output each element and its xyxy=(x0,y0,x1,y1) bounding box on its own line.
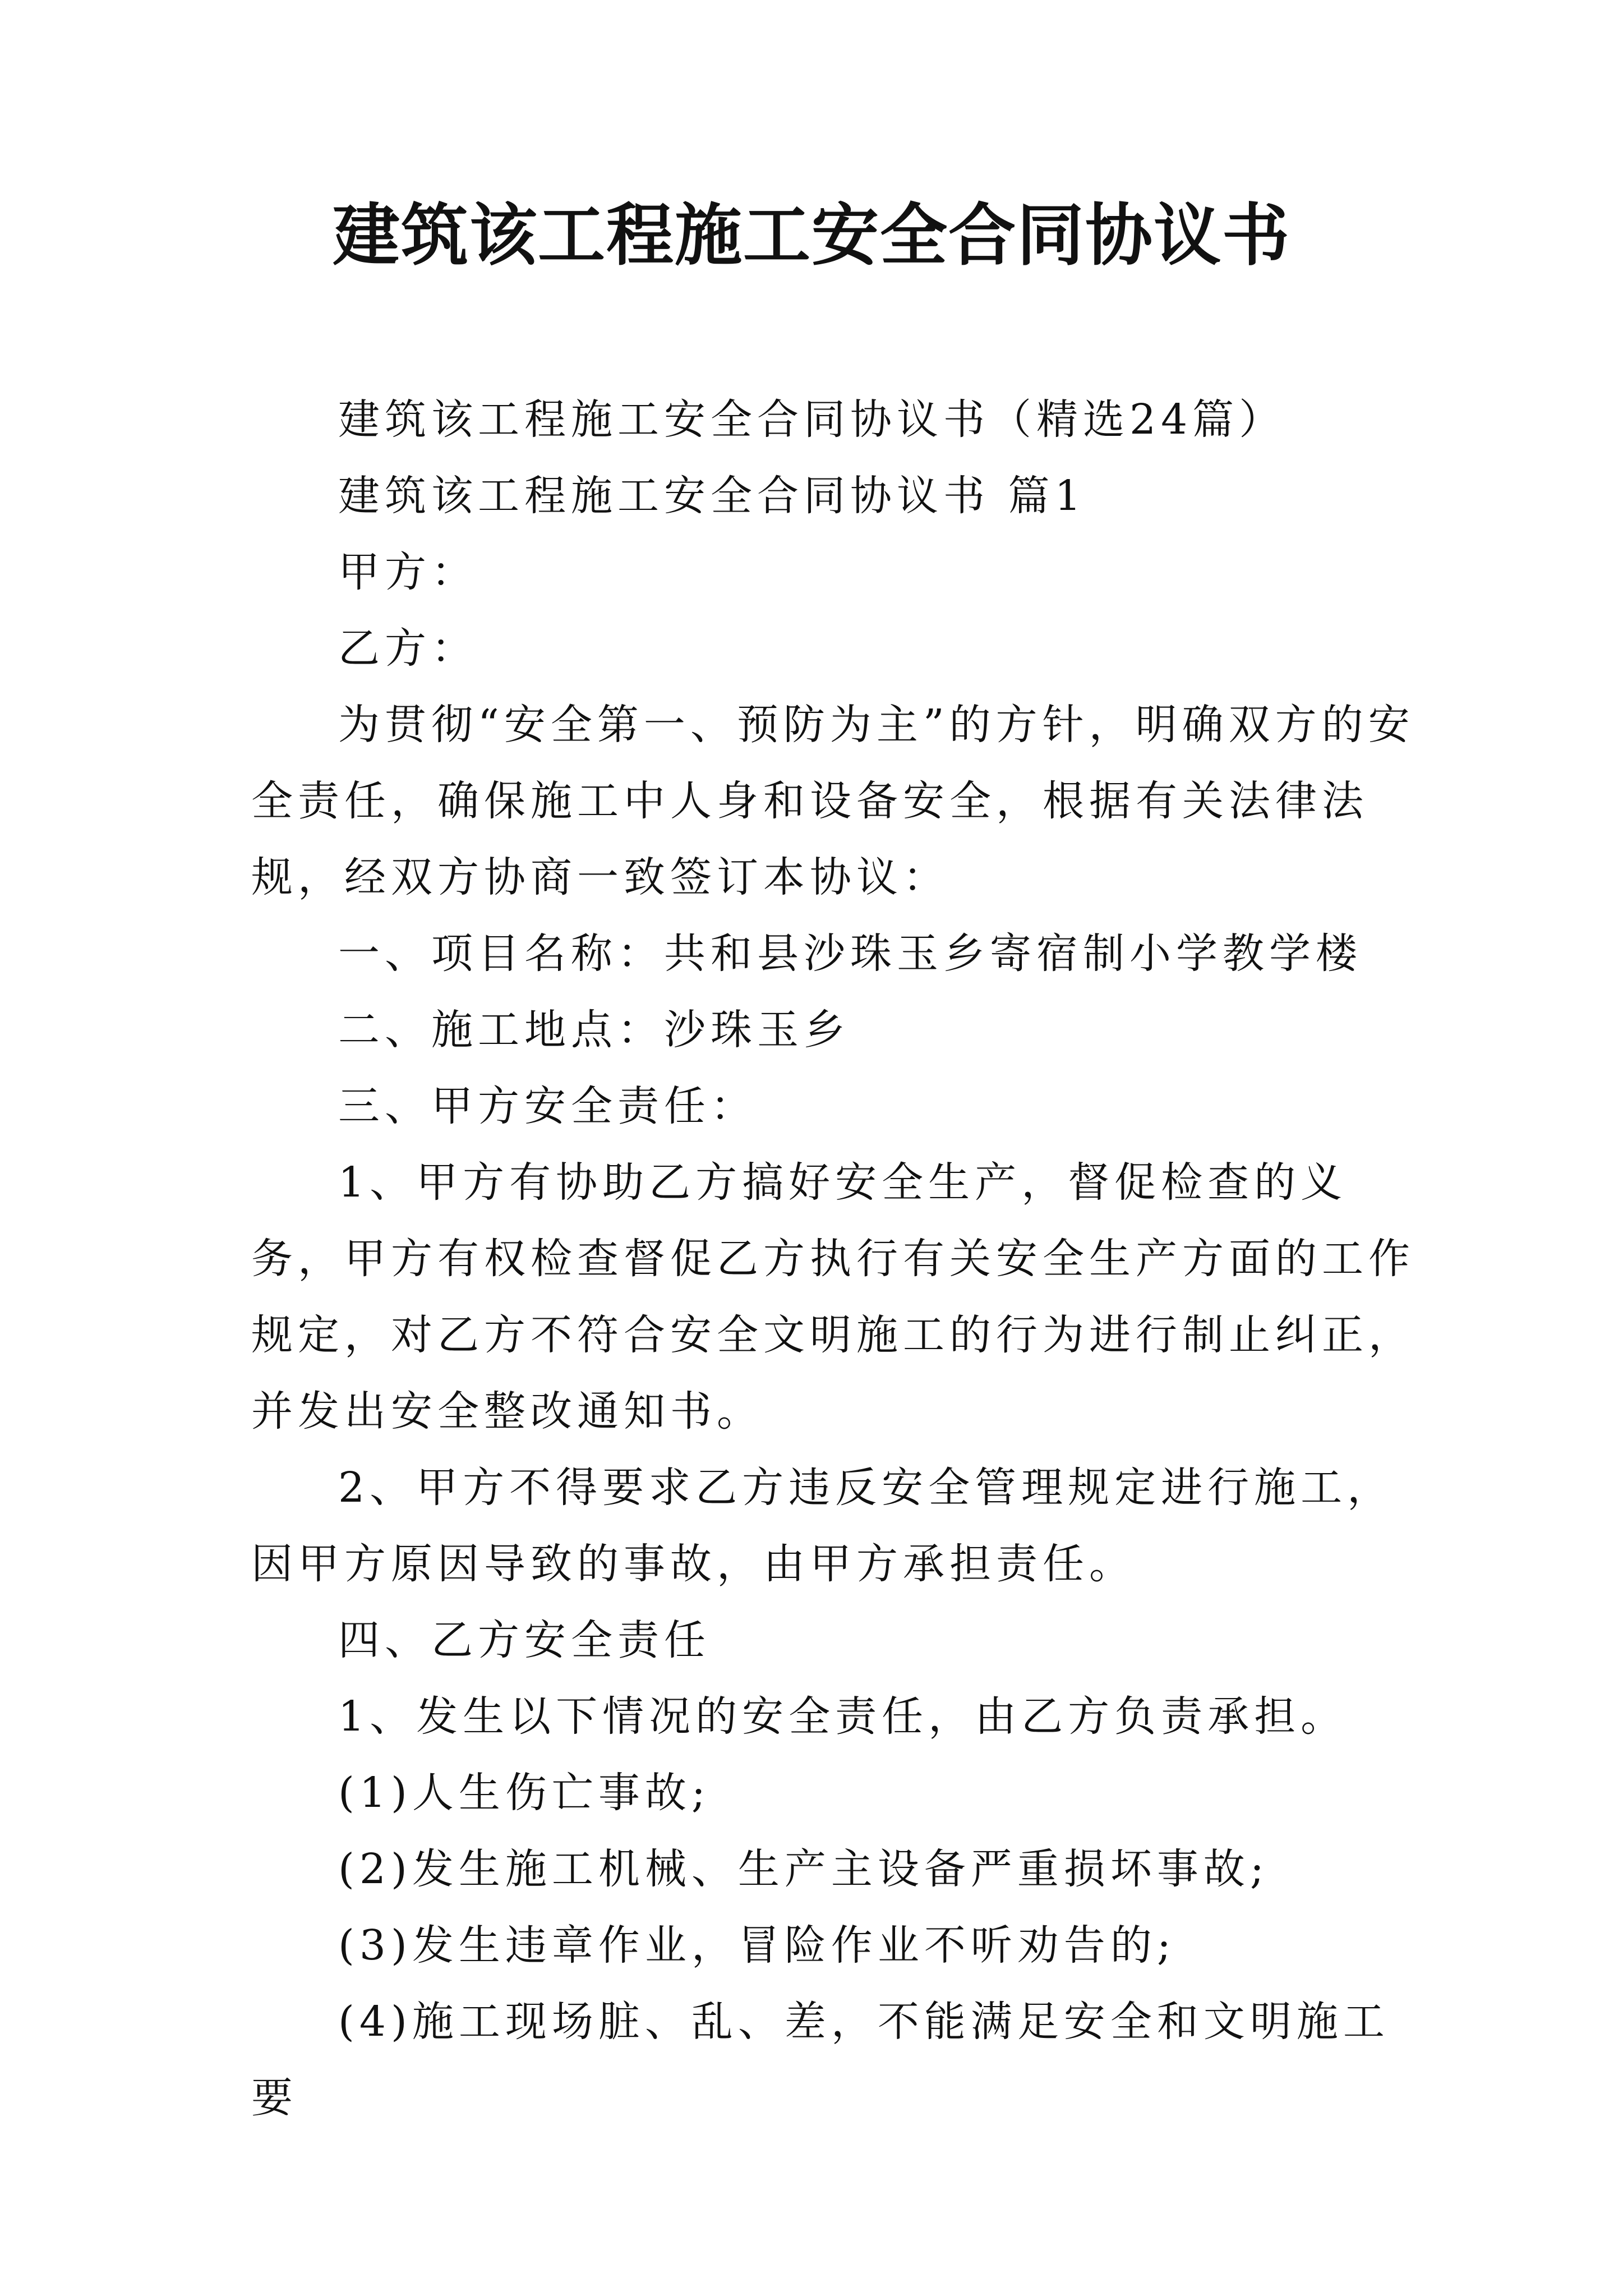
paragraph-party-a: 甲方： xyxy=(338,548,478,596)
document-body xyxy=(251,381,1418,2136)
paragraph-item-3: (3)发生违章作业，冒险作业不听劝告的; xyxy=(338,1921,1176,1970)
paragraph-party-a-duties-heading: 三、甲方安全责任： xyxy=(338,1082,757,1130)
paragraph-section-heading: 建筑该工程施工安全合同协议书 篇1 xyxy=(338,472,1086,520)
paragraph-party-a-duty-2: 2、甲方不得要求乙方违反安全管理规定进行施工，因甲方原因导致的事故，由甲方承担责任。 xyxy=(251,1464,1394,1588)
paragraph-item-2: (2)发生施工机械、生产主设备严重损坏事故; xyxy=(338,1845,1269,1893)
document-title: 建筑该工程施工安全合同协议书 xyxy=(333,196,1290,275)
paragraph-construction-site: 二、施工地点：沙珠玉乡 xyxy=(338,1006,850,1054)
paragraph-preamble: 为贯彻“安全第一、预防为主”的方针，明确双方的安全责任，确保施工中人身和设备安全，根据有关法律法规，经双方协商一致签订本协议： xyxy=(251,701,1415,901)
paragraph-item-1: (1)人生伤亡事故; xyxy=(338,1769,711,1817)
paragraph-party-b-duty-1: 1、发生以下情况的安全责任，由乙方负责承担。 xyxy=(338,1692,1348,1741)
paragraph-party-b: 乙方： xyxy=(338,624,478,673)
paragraph-item-4: (4)施工现场脏、乱、差，不能满足安全和文明施工要 xyxy=(251,1998,1390,2122)
paragraph-party-a-duty-1: 1、甲方有协助乙方搞好安全生产，督促检查的义务，甲方有权检查督促乙方执行有关安全生产方面的工作规定，对乙方不符合安全文明施工的行为进行制止纠正，并发出安全整改通知书。 xyxy=(251,1158,1415,1435)
paragraph-party-b-duties-heading: 四、乙方安全责任 xyxy=(338,1616,711,1664)
paragraph-subtitle: 建筑该工程施工安全合同协议书（精选24篇） xyxy=(338,395,1286,444)
paragraph-project-name: 一、项目名称：共和县沙珠玉乡寄宿制小学教学楼 xyxy=(338,930,1362,978)
